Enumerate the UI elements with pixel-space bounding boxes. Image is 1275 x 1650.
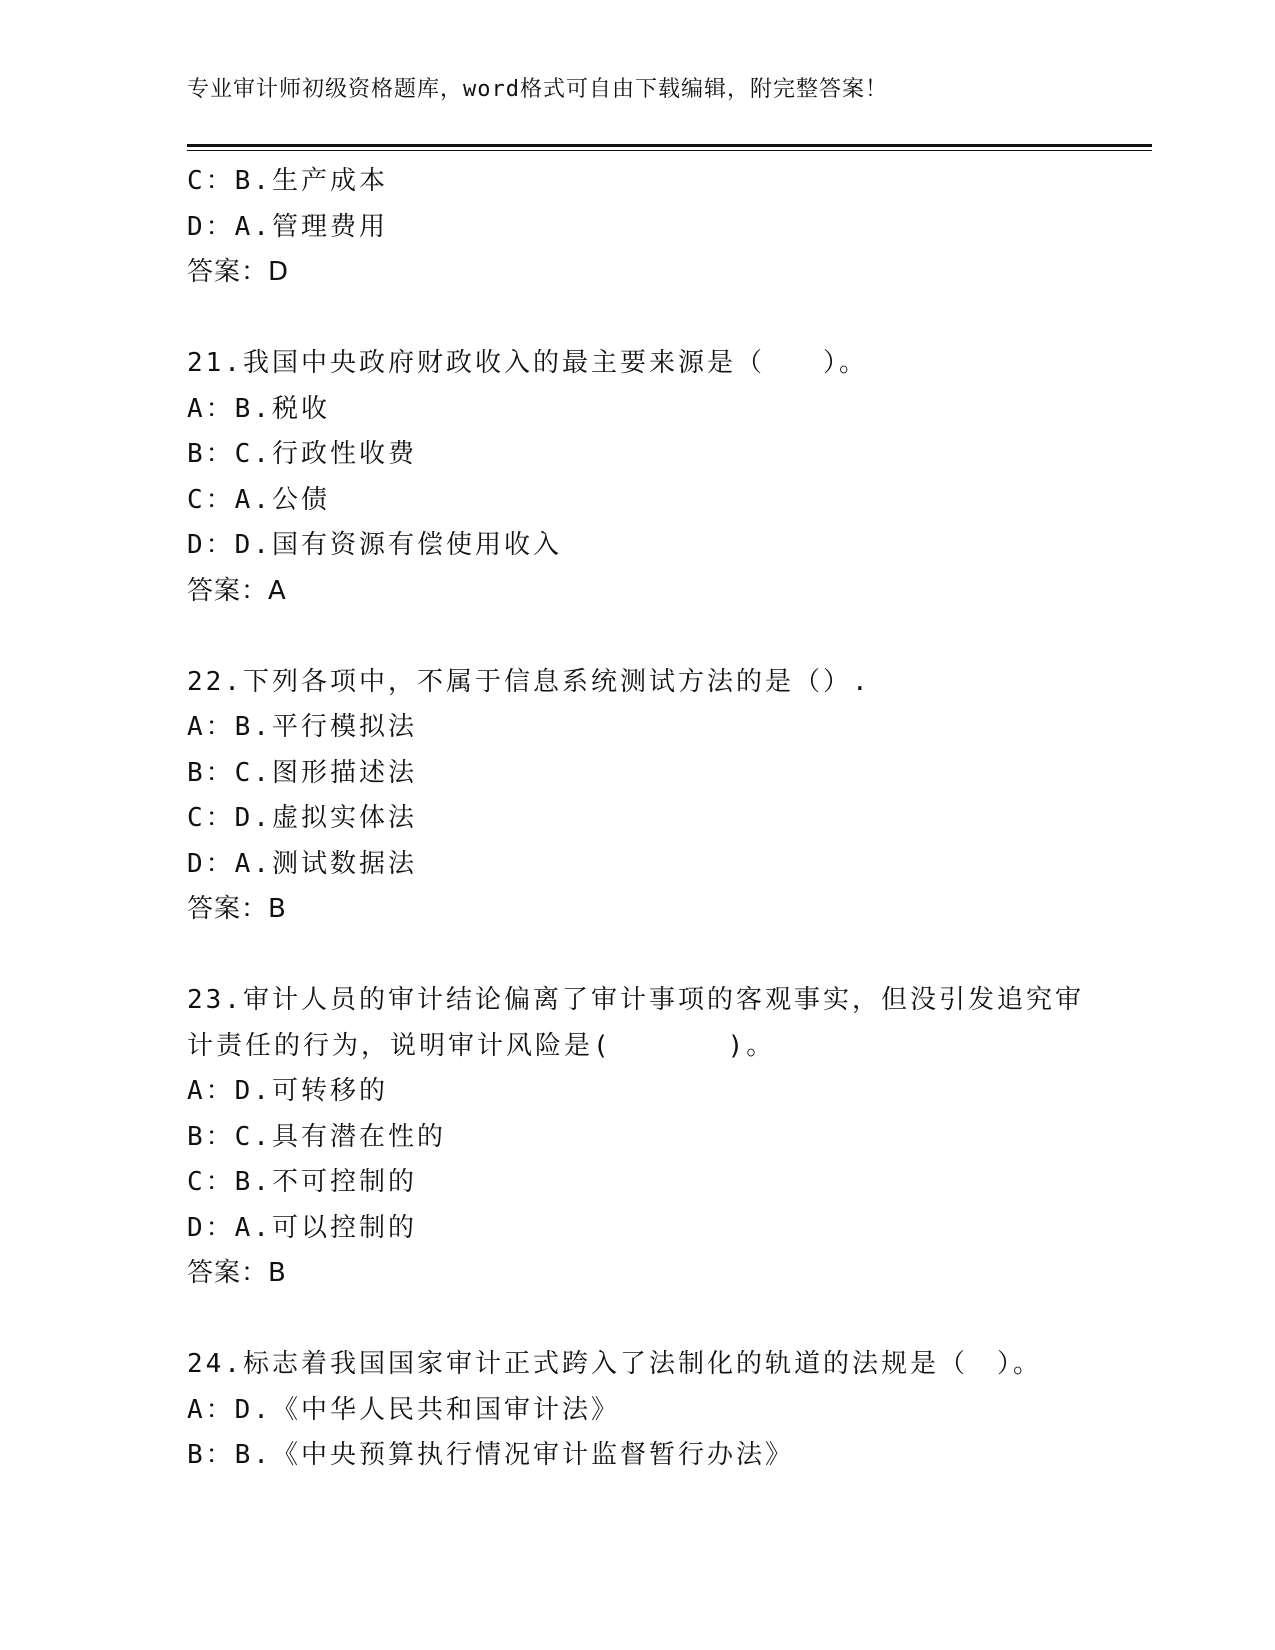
- header-rule-thin: [187, 150, 1152, 151]
- answer-line: 答案：B: [187, 894, 287, 924]
- option-line: A：B.税收: [187, 393, 330, 424]
- option-line: C：B.生产成本: [187, 166, 388, 196]
- spacer: [187, 1297, 1152, 1343]
- option-line: D：A.管理费用: [187, 211, 388, 242]
- option-line: C：A.公债: [187, 484, 330, 515]
- answer-line: 答案：D: [187, 257, 290, 287]
- option-line: C：B.不可控制的: [187, 1167, 417, 1197]
- option-line: B：C.行政性收费: [187, 439, 417, 469]
- header-rule-thick: [187, 144, 1152, 147]
- answer-line: 答案：A: [187, 575, 287, 606]
- spacer: [187, 296, 1152, 342]
- option-line: C：D.虚拟实体法: [187, 803, 417, 833]
- question-line: 23.审计人员的审计结论偏离了审计事项的客观事实，但没引发追究审: [187, 985, 1084, 1015]
- question-line: 计责任的行为，说明审计风险是( )。: [187, 1030, 776, 1061]
- page-header: 专业审计师初级资格题库，word格式可自由下载编辑，附完整答案！: [187, 77, 888, 102]
- option-line: A：D.《中华人民共和国审计法》: [187, 1394, 620, 1425]
- option-line: D：D.国有资源有偿使用收入: [187, 530, 562, 560]
- question-content: [187, 159, 1152, 1479]
- option-line: B：B.《中央预算执行情况审计监督暂行办法》: [187, 1440, 794, 1470]
- option-line: A：D.可转移的: [187, 1076, 388, 1106]
- question-line: 24.标志着我国国家审计正式跨入了法制化的轨道的法规是（ ）。: [187, 1349, 1042, 1379]
- option-line: A：B.平行模拟法: [187, 712, 417, 742]
- question-line: 22.下列各项中，不属于信息系统测试方法的是（）.: [187, 666, 871, 697]
- answer-line: 答案：B: [187, 1258, 287, 1288]
- option-line: B：C.具有潜在性的: [187, 1121, 446, 1152]
- spacer: [187, 933, 1152, 979]
- option-line: D：A.可以控制的: [187, 1212, 417, 1243]
- question-line: 21.我国中央政府财政收入的最主要来源是（ ）。: [187, 348, 868, 378]
- option-line: B：C.图形描述法: [187, 757, 417, 788]
- option-line: D：A.测试数据法: [187, 848, 417, 879]
- spacer: [187, 614, 1152, 660]
